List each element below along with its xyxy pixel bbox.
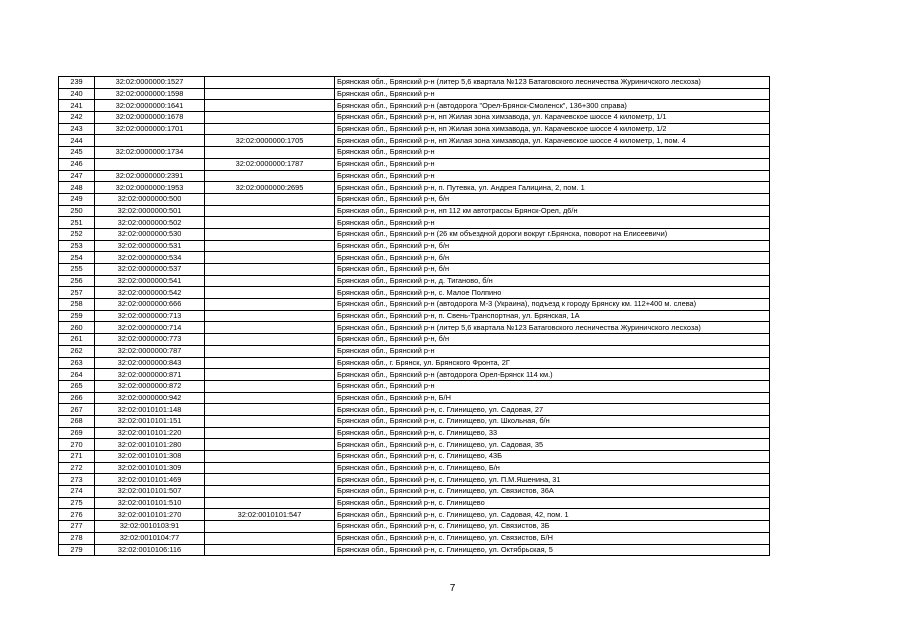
address: Брянская обл., Брянский р-н, б/н <box>335 193 770 205</box>
address: Брянская обл., Брянский р-н (автодорога "Орел-Брянск-Смоленск", 136+300 справа) <box>335 100 770 112</box>
previous-cadastral-number <box>205 462 335 474</box>
table-row <box>59 334 770 346</box>
cadastral-number: 32:02:0000000:1734 <box>95 147 205 159</box>
cadastral-number: 32:02:0010101:510 <box>95 497 205 509</box>
previous-cadastral-number <box>205 532 335 544</box>
row-number: 247 <box>59 170 95 182</box>
previous-cadastral-number <box>205 427 335 439</box>
cadastral-number: 32:02:0010104:77 <box>95 532 205 544</box>
previous-cadastral-number <box>205 170 335 182</box>
previous-cadastral-number <box>205 217 335 229</box>
table-row <box>59 462 770 474</box>
table-row <box>59 497 770 509</box>
previous-cadastral-number <box>205 193 335 205</box>
row-number: 246 <box>59 158 95 170</box>
row-number: 253 <box>59 240 95 252</box>
table-row <box>59 88 770 100</box>
cadastral-number: 32:02:0010101:270 <box>95 509 205 521</box>
table-row <box>59 240 770 252</box>
address: Брянская обл., Брянский р-н, Б/Н <box>335 392 770 404</box>
table-row <box>59 380 770 392</box>
row-number: 263 <box>59 357 95 369</box>
row-number: 241 <box>59 100 95 112</box>
row-number: 265 <box>59 380 95 392</box>
address: Брянская обл., Брянский р-н, с. Глинищево, Б/н <box>335 462 770 474</box>
previous-cadastral-number <box>205 228 335 240</box>
cadastral-number: 32:02:0000000:500 <box>95 193 205 205</box>
cadastral-number: 32:02:0000000:502 <box>95 217 205 229</box>
row-number: 268 <box>59 415 95 427</box>
cadastral-number: 32:02:0010101:220 <box>95 427 205 439</box>
previous-cadastral-number <box>205 380 335 392</box>
previous-cadastral-number <box>205 334 335 346</box>
previous-cadastral-number <box>205 287 335 299</box>
table-row <box>59 205 770 217</box>
row-number: 266 <box>59 392 95 404</box>
previous-cadastral-number <box>205 88 335 100</box>
table-row <box>59 264 770 276</box>
cadastral-number: 32:02:0000000:871 <box>95 369 205 381</box>
table-row <box>59 135 770 147</box>
cadastral-number <box>95 135 205 147</box>
row-number: 271 <box>59 451 95 463</box>
row-number: 279 <box>59 544 95 556</box>
row-number: 240 <box>59 88 95 100</box>
previous-cadastral-number <box>205 264 335 276</box>
row-number: 242 <box>59 112 95 124</box>
row-number: 273 <box>59 474 95 486</box>
cadastral-number: 32:02:0010101:308 <box>95 451 205 463</box>
previous-cadastral-number <box>205 275 335 287</box>
address: Брянская обл., Брянский р-н, с. Глинищево, ул. Связистов, 36А <box>335 486 770 498</box>
table-row <box>59 521 770 533</box>
address: Брянская обл., Брянский р-н, с. Малое Полпино <box>335 287 770 299</box>
cadastral-number: 32:02:0000000:1953 <box>95 182 205 194</box>
table-row <box>59 532 770 544</box>
cadastral-number: 32:02:0000000:1701 <box>95 123 205 135</box>
address: Брянская обл., Брянский р-н, п. Путевка, ул. Андрея Галицина, 2, пом. 1 <box>335 182 770 194</box>
previous-cadastral-number <box>205 100 335 112</box>
table-row <box>59 77 770 89</box>
address: Брянская обл., Брянский р-н (литер 5,6 квартала №123 Батаговского лесничества Журиничского лесхоза) <box>335 77 770 89</box>
cadastral-number: 32:02:0000000:542 <box>95 287 205 299</box>
address: Брянская обл., Брянский р-н, с. Глинищево, 43Б <box>335 451 770 463</box>
previous-cadastral-number <box>205 240 335 252</box>
previous-cadastral-number <box>205 369 335 381</box>
table-row <box>59 170 770 182</box>
address: Брянская обл., Брянский р-н, д. Тиганово, б/н <box>335 275 770 287</box>
previous-cadastral-number <box>205 252 335 264</box>
cadastral-number: 32:02:0000000:872 <box>95 380 205 392</box>
cadastral-number: 32:02:0000000:713 <box>95 310 205 322</box>
table-row <box>59 544 770 556</box>
address: Брянская обл., Брянский р-н, с. Глинищево, ул. Связистов, Б/Н <box>335 532 770 544</box>
row-number: 274 <box>59 486 95 498</box>
cadastral-number: 32:02:0000000:1641 <box>95 100 205 112</box>
table-row <box>59 123 770 135</box>
row-number: 243 <box>59 123 95 135</box>
address: Брянская обл., Брянский р-н <box>335 88 770 100</box>
cadastral-number: 32:02:0000000:534 <box>95 252 205 264</box>
previous-cadastral-number <box>205 497 335 509</box>
table-row <box>59 415 770 427</box>
table-row <box>59 345 770 357</box>
previous-cadastral-number <box>205 451 335 463</box>
row-number: 258 <box>59 299 95 311</box>
address: Брянская обл., Брянский р-н, б/н <box>335 240 770 252</box>
previous-cadastral-number: 32:02:0000000:1705 <box>205 135 335 147</box>
previous-cadastral-number <box>205 392 335 404</box>
row-number: 239 <box>59 77 95 89</box>
table-row <box>59 322 770 334</box>
cadastral-number: 32:02:0010101:309 <box>95 462 205 474</box>
previous-cadastral-number <box>205 147 335 159</box>
address: Брянская обл., Брянский р-н (автодорога М-3 (Украина), подъезд к городу Брянску км. 112+400 м. слева) <box>335 299 770 311</box>
cadastral-number: 32:02:0010101:469 <box>95 474 205 486</box>
cadastral-number: 32:02:0000000:787 <box>95 345 205 357</box>
table-row <box>59 182 770 194</box>
row-number: 251 <box>59 217 95 229</box>
address: Брянская обл., Брянский р-н <box>335 345 770 357</box>
previous-cadastral-number <box>205 123 335 135</box>
previous-cadastral-number <box>205 322 335 334</box>
address: Брянская обл., Брянский р-н, с. Глинищево, ул. Садовая, 27 <box>335 404 770 416</box>
table-row <box>59 158 770 170</box>
row-number: 255 <box>59 264 95 276</box>
address: Брянская обл., Брянский р-н, б/н <box>335 334 770 346</box>
previous-cadastral-number <box>205 521 335 533</box>
cadastral-number: 32:02:0000000:537 <box>95 264 205 276</box>
address: Брянская обл., Брянский р-н (литер 5,6 квартала №123 Батаговского лесничества Журиничского лесхоза) <box>335 322 770 334</box>
table-row <box>59 228 770 240</box>
table-row <box>59 369 770 381</box>
table-row <box>59 404 770 416</box>
address: Брянская обл., Брянский р-н, п. Свень-Транспортная, ул. Брянская, 1А <box>335 310 770 322</box>
table-row <box>59 287 770 299</box>
address: Брянская обл., Брянский р-н (автодорога Орел-Брянск 114 км.) <box>335 369 770 381</box>
table-row <box>59 275 770 287</box>
previous-cadastral-number <box>205 404 335 416</box>
cadastral-number: 32:02:0000000:1678 <box>95 112 205 124</box>
address: Брянская обл., Брянский р-н <box>335 147 770 159</box>
cadastral-number: 32:02:0000000:501 <box>95 205 205 217</box>
previous-cadastral-number: 32:02:0000000:1787 <box>205 158 335 170</box>
row-number: 278 <box>59 532 95 544</box>
cadastral-number: 32:02:0010106:116 <box>95 544 205 556</box>
row-number: 272 <box>59 462 95 474</box>
address: Брянская обл., Брянский р-н, с. Глинищево, ул. Октябрьская, 5 <box>335 544 770 556</box>
cadastral-number: 32:02:0000000:541 <box>95 275 205 287</box>
table-row <box>59 427 770 439</box>
table-row <box>59 486 770 498</box>
row-number: 275 <box>59 497 95 509</box>
address: Брянская обл., Брянский р-н, нп Жилая зона химзавода, ул. Карачевское шоссе 4 километр, 1/1 <box>335 112 770 124</box>
cadastral-number: 32:02:0000000:530 <box>95 228 205 240</box>
row-number: 249 <box>59 193 95 205</box>
address: Брянская обл., Брянский р-н <box>335 380 770 392</box>
address: Брянская обл., Брянский р-н, с. Глинищево, ул. Садовая, 42, пом. 1 <box>335 509 770 521</box>
cadastral-number: 32:02:0000000:666 <box>95 299 205 311</box>
table-row <box>59 392 770 404</box>
cadastral-table <box>58 76 770 556</box>
row-number: 244 <box>59 135 95 147</box>
previous-cadastral-number <box>205 544 335 556</box>
table-row <box>59 451 770 463</box>
row-number: 260 <box>59 322 95 334</box>
cadastral-number <box>95 158 205 170</box>
row-number: 276 <box>59 509 95 521</box>
row-number: 254 <box>59 252 95 264</box>
table-row <box>59 252 770 264</box>
table-row <box>59 509 770 521</box>
table-row <box>59 310 770 322</box>
previous-cadastral-number <box>205 415 335 427</box>
row-number: 267 <box>59 404 95 416</box>
address: Брянская обл., Брянский р-н, нп Жилая зона химзавода, ул. Карачевское шоссе 4 километр, 1, пом. 4 <box>335 135 770 147</box>
address: Брянская обл., Брянский р-н, с. Глинищево, ул. П.М.Яшенина, 31 <box>335 474 770 486</box>
table-row <box>59 147 770 159</box>
previous-cadastral-number <box>205 299 335 311</box>
address: Брянская обл., Брянский р-н, б/н <box>335 264 770 276</box>
cadastral-number: 32:02:0010101:151 <box>95 415 205 427</box>
table-row <box>59 357 770 369</box>
cadastral-number: 32:02:0000000:531 <box>95 240 205 252</box>
address: Брянская обл., Брянский р-н, с. Глинищево, 33 <box>335 427 770 439</box>
cadastral-number: 32:02:0000000:843 <box>95 357 205 369</box>
address: Брянская обл., Брянский р-н, б/н <box>335 252 770 264</box>
address: Брянская обл., Брянский р-н, с. Глинищево, ул. Связистов, 3Б <box>335 521 770 533</box>
cadastral-number: 32:02:0010103:91 <box>95 521 205 533</box>
previous-cadastral-number <box>205 345 335 357</box>
address: Брянская обл., Брянский р-н, нп 112 км автотрассы Брянск-Орел, д6/н <box>335 205 770 217</box>
table-row <box>59 439 770 451</box>
row-number: 270 <box>59 439 95 451</box>
row-number: 259 <box>59 310 95 322</box>
row-number: 252 <box>59 228 95 240</box>
table-body <box>59 77 770 556</box>
address: Брянская обл., Брянский р-н (26 км объездной дороги вокруг г.Брянска, поворот на Елисеевичи) <box>335 228 770 240</box>
previous-cadastral-number: 32:02:0000000:2695 <box>205 182 335 194</box>
cadastral-number: 32:02:0010101:507 <box>95 486 205 498</box>
previous-cadastral-number <box>205 357 335 369</box>
previous-cadastral-number <box>205 205 335 217</box>
row-number: 250 <box>59 205 95 217</box>
address: Брянская обл., г. Брянск, ул. Брянского Фронта, 2Г <box>335 357 770 369</box>
address: Брянская обл., Брянский р-н, с. Глинищево, ул. Садовая, 35 <box>335 439 770 451</box>
table-row <box>59 474 770 486</box>
row-number: 261 <box>59 334 95 346</box>
row-number: 257 <box>59 287 95 299</box>
row-number: 277 <box>59 521 95 533</box>
previous-cadastral-number <box>205 439 335 451</box>
address: Брянская обл., Брянский р-н <box>335 217 770 229</box>
previous-cadastral-number <box>205 310 335 322</box>
address: Брянская обл., Брянский р-н, с. Глинищево, ул. Школьная, б/н <box>335 415 770 427</box>
cadastral-number: 32:02:0000000:773 <box>95 334 205 346</box>
row-number: 245 <box>59 147 95 159</box>
address: Брянская обл., Брянский р-н <box>335 158 770 170</box>
previous-cadastral-number: 32:02:0010101:547 <box>205 509 335 521</box>
table-row <box>59 193 770 205</box>
cadastral-number: 32:02:0000000:942 <box>95 392 205 404</box>
row-number: 264 <box>59 369 95 381</box>
address: Брянская обл., Брянский р-н, нп Жилая зона химзавода, ул. Карачевское шоссе 4 километр, 1/2 <box>335 123 770 135</box>
previous-cadastral-number <box>205 77 335 89</box>
table-row <box>59 112 770 124</box>
row-number: 256 <box>59 275 95 287</box>
row-number: 248 <box>59 182 95 194</box>
previous-cadastral-number <box>205 112 335 124</box>
cadastral-number: 32:02:0010101:148 <box>95 404 205 416</box>
cadastral-number: 32:02:0000000:1527 <box>95 77 205 89</box>
row-number: 262 <box>59 345 95 357</box>
page-number: 7 <box>449 583 456 594</box>
cadastral-number: 32:02:0000000:1598 <box>95 88 205 100</box>
table-row <box>59 100 770 112</box>
row-number: 269 <box>59 427 95 439</box>
previous-cadastral-number <box>205 486 335 498</box>
cadastral-number: 32:02:0000000:714 <box>95 322 205 334</box>
address: Брянская обл., Брянский р-н <box>335 170 770 182</box>
previous-cadastral-number <box>205 474 335 486</box>
cadastral-number: 32:02:0000000:2391 <box>95 170 205 182</box>
table-row <box>59 299 770 311</box>
address: Брянская обл., Брянский р-н, с. Глинищево <box>335 497 770 509</box>
cadastral-number: 32:02:0010101:280 <box>95 439 205 451</box>
table-row <box>59 217 770 229</box>
